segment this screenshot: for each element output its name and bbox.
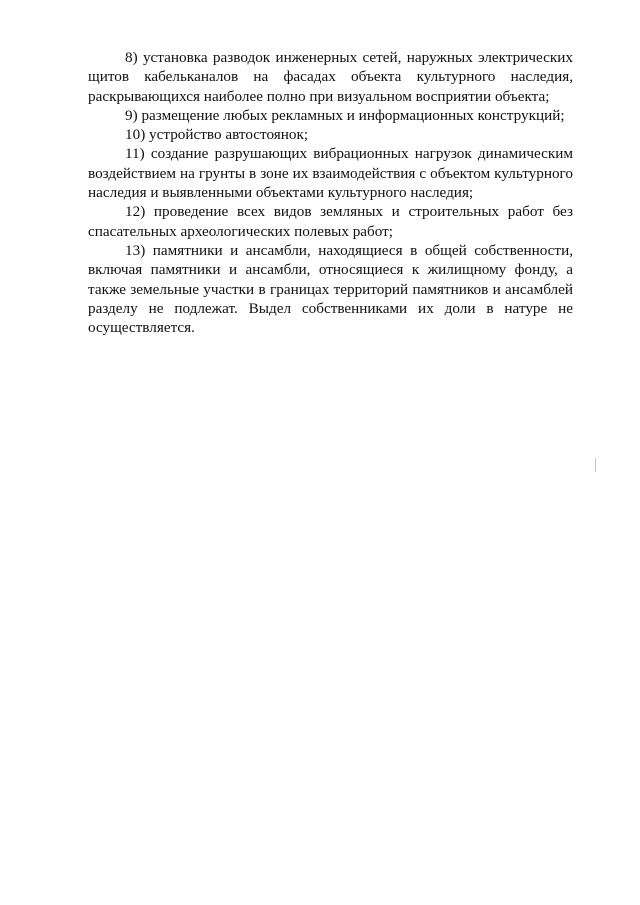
scan-artifact (595, 458, 596, 472)
list-item-11: 11) создание разрушающих вибрационных нагрузок динамическим воздействием на грунты в зоне их взаимодействия с объектом культурного наследия и выявленными объектами культурного наследия; (88, 145, 573, 202)
document-body (88, 48, 573, 337)
list-item-10: 10) устройство автостоянок; (125, 126, 309, 144)
list-item-12: 12) проведение всех видов земляных и строительных работ без спасательных археологических полевых работ; (88, 203, 573, 240)
list-item-9: 9) размещение любых рекламных и информационных конструкций; (125, 106, 565, 124)
list-item-13: 13) памятники и ансамбли, находящиеся в общей собственности, включая памятники и ансамбли, относящиеся к жилищному фонду, а также земельные участки в границах территорий памятников и ансамблей разделу не подлежат. Выдел собственниками их доли в натуре не осуществляется. (88, 241, 573, 337)
list-item-8: 8) установка разводок инженерных сетей, наружных электрических щитов кабельканалов на фасадах объекта культурного наследия, раскрывающихся наиболее полно при визуальном восприятии объекта; (88, 49, 573, 105)
